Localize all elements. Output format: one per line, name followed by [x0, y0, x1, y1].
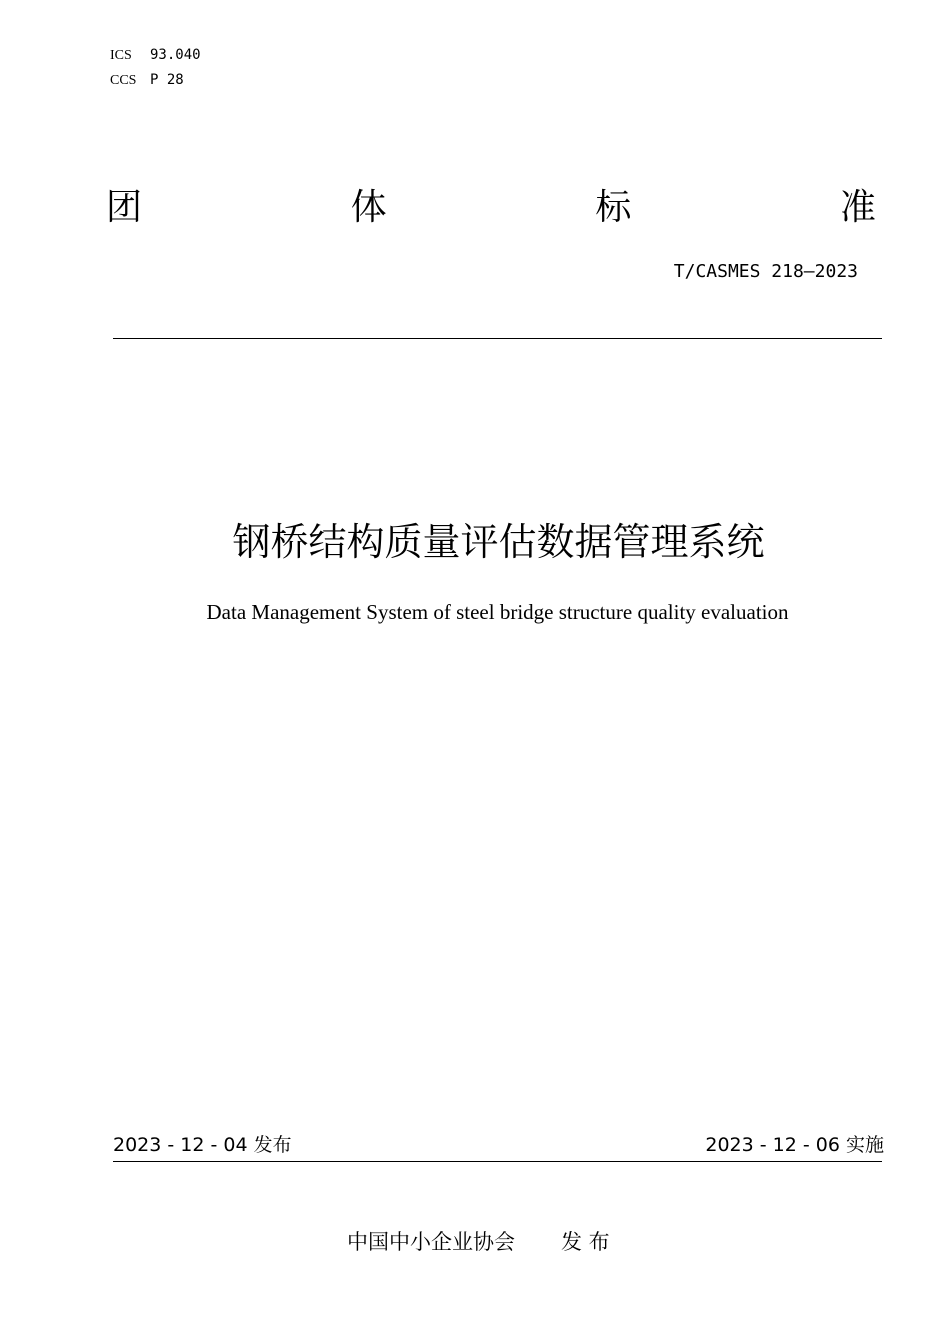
publisher-action: 发 布 [561, 1230, 610, 1254]
ccs-value: P 28 [150, 72, 184, 88]
footer-divider [113, 1161, 882, 1162]
publisher-line [347, 1228, 610, 1256]
ccs-line [110, 72, 184, 89]
standard-type-char: 准 [839, 187, 876, 228]
document-title-english: Data Management System of steel bridge structure quality evaluation [206, 600, 789, 624]
publisher-org: 中国中小企业协会 [347, 1230, 515, 1254]
standard-type-char: 标 [595, 187, 632, 228]
document-title-chinese: 钢桥结构质量评估数据管理系统 [232, 520, 765, 564]
ics-label: ICS [110, 48, 132, 63]
ics-value: 93.040 [150, 47, 201, 63]
ics-line [110, 47, 201, 64]
standard-type-char: 体 [350, 187, 387, 228]
standard-type-char: 团 [106, 187, 143, 228]
release-date: 2023 - 12 - 04 发布 [113, 1134, 292, 1156]
ccs-label: CCS [110, 73, 137, 88]
standard-type-heading [106, 186, 876, 230]
standard-code: T/CASMES 218—2023 [673, 261, 858, 282]
header-divider [113, 338, 882, 339]
implementation-date: 2023 - 12 - 06 实施 [705, 1134, 884, 1156]
